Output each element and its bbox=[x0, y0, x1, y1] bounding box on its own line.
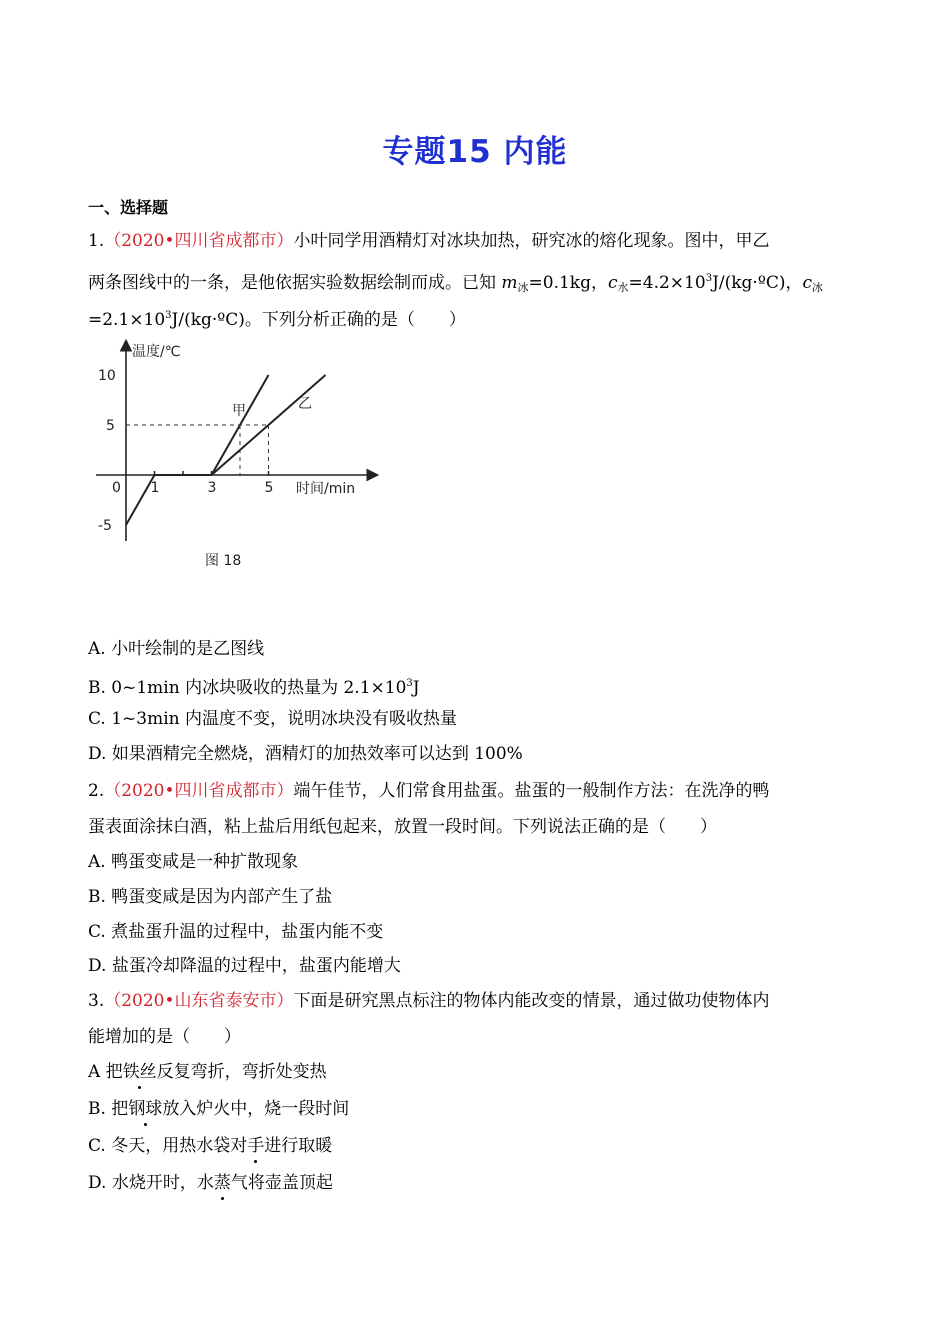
q1-option-b-exp: 3 bbox=[406, 678, 413, 689]
label-yi: 乙 bbox=[298, 396, 312, 412]
figure-18 bbox=[88, 336, 388, 576]
q3-option-a-dotted: 铁丝 bbox=[122, 1062, 157, 1082]
x-tick-label-1: 1 bbox=[150, 480, 160, 496]
ice-heating-segment-0 bbox=[126, 475, 155, 525]
q2-option-a[interactable]: A. 鸭蛋变咸是一种扩散现象 bbox=[88, 852, 299, 872]
q3-option-c-dotted: 手 bbox=[247, 1136, 265, 1156]
q3-stem-line1 bbox=[88, 990, 770, 1012]
q3-option-b[interactable] bbox=[88, 1098, 349, 1120]
q3-option-c[interactable] bbox=[88, 1135, 332, 1157]
q3-option-b-pre: B. 把 bbox=[88, 1099, 129, 1119]
q1-option-b-text: B. 0~1min 内冰块吸收的热量为 2.1×10 bbox=[88, 678, 407, 698]
q1-m-sub: 冰 bbox=[517, 281, 529, 294]
q3-stem-line2: 能增加的是（ ） bbox=[88, 1027, 241, 1047]
q1-m-symbol: m bbox=[501, 273, 518, 293]
q1-source: （2020•四川省成都市） bbox=[104, 231, 294, 251]
y-tick-label-10: 10 bbox=[98, 368, 116, 384]
q3-option-d-pre: D. 水烧开时， bbox=[88, 1173, 197, 1193]
chart-marks bbox=[126, 375, 326, 525]
q3-option-a-pre: A 把 bbox=[88, 1062, 123, 1082]
q2-option-d[interactable]: D. 盐蛋冷却降温的过程中，盐蛋内能增大 bbox=[88, 956, 401, 976]
q1-option-b[interactable] bbox=[88, 673, 420, 699]
q3-stem-text1: 下面是研究黑点标注的物体内能改变的情景，通过做功使物体内 bbox=[293, 991, 770, 1011]
q3-number: 3. bbox=[88, 991, 105, 1011]
x-tick-label-5: 5 bbox=[264, 480, 274, 496]
q3-option-b-post: 放入炉火中，烧一段时间 bbox=[162, 1099, 350, 1119]
label-jia: 甲 bbox=[232, 403, 246, 419]
q1-option-d[interactable]: D. 如果酒精完全燃烧，酒精灯的加热效率可以达到 100% bbox=[88, 744, 523, 764]
q2-number: 2. bbox=[88, 781, 105, 801]
q1-c-ice-value: =2.1×10 bbox=[88, 310, 166, 330]
y-tick-label--5: -5 bbox=[98, 518, 112, 534]
q3-option-d[interactable] bbox=[88, 1172, 333, 1194]
q1-c-ice-unit: J/(kg·ºC)。下列分析正确的是（ ） bbox=[171, 310, 466, 330]
q1-stem-line2 bbox=[88, 268, 823, 299]
q1-c-symbol-2: c bbox=[802, 273, 812, 293]
q2-option-c[interactable]: C. 煮盐蛋升温的过程中，盐蛋内能不变 bbox=[88, 922, 384, 942]
q1-c-ice-exp: 3 bbox=[165, 310, 172, 321]
q1-stem-text2: 两条图线中的一条，是他依据实验数据绘制而成。已知 bbox=[88, 273, 496, 293]
q1-option-c[interactable]: C. 1~3min 内温度不变，说明冰块没有吸收热量 bbox=[88, 709, 457, 729]
x-tick-label-3: 3 bbox=[207, 480, 217, 496]
q1-c-water-value: =4.2×10 bbox=[628, 273, 706, 293]
q3-option-c-pre: C. 冬天，用热水袋对 bbox=[88, 1136, 248, 1156]
q1-m-value: =0.1kg， bbox=[528, 273, 608, 293]
q2-stem-line2: 蛋表面涂抹白酒，粘上盐后用纸包起来，放置一段时间。下列说法正确的是（ ） bbox=[88, 817, 717, 837]
q1-c-water-sub: 水 bbox=[617, 281, 629, 294]
y-axis-label: 温度/℃ bbox=[132, 344, 181, 360]
q1-c-water-exp: 3 bbox=[705, 273, 713, 284]
q1-option-b-unit: J bbox=[412, 678, 420, 698]
x-tick-label-0: 0 bbox=[112, 480, 121, 496]
q3-option-a[interactable] bbox=[88, 1061, 327, 1083]
q2-option-b[interactable]: B. 鸭蛋变咸是因为内部产生了盐 bbox=[88, 887, 333, 907]
q1-stem-line1 bbox=[88, 230, 770, 252]
q3-option-b-dotted: 钢球 bbox=[128, 1099, 163, 1119]
temperature-time-chart bbox=[88, 336, 388, 576]
q1-number: 1. bbox=[88, 231, 105, 251]
q1-stem-line3 bbox=[88, 305, 466, 331]
x-axis-label: 时间/min bbox=[296, 481, 356, 497]
line-jia-segment-0 bbox=[212, 425, 241, 475]
q1-stem-text1: 小叶同学用酒精灯对冰块加热，研究冰的熔化现象。图中，甲乙 bbox=[293, 231, 770, 251]
line-yi-segment-1 bbox=[269, 375, 326, 425]
q2-stem-text1: 端午佳节，人们常食用盐蛋。盐蛋的一般制作方法：在洗净的鸭 bbox=[293, 781, 770, 801]
y-tick-label-5: 5 bbox=[106, 418, 115, 434]
q3-option-a-post: 反复弯折，弯折处变热 bbox=[156, 1062, 327, 1082]
section-heading: 一、选择题 bbox=[88, 198, 169, 217]
q2-stem-line1 bbox=[88, 780, 770, 802]
q2-source: （2020•四川省成都市） bbox=[104, 781, 294, 801]
q1-c-symbol: c bbox=[608, 273, 618, 293]
page-title: 专题15 内能 bbox=[382, 134, 568, 170]
figure-caption: 图 18 bbox=[205, 553, 242, 569]
q3-source: （2020•山东省泰安市） bbox=[104, 991, 294, 1011]
q3-option-d-dotted: 水蒸气 bbox=[196, 1173, 248, 1193]
q1-option-a[interactable]: A. 小叶绘制的是乙图线 bbox=[88, 639, 265, 659]
q1-c-water-unit: J/(kg·ºC)， bbox=[712, 273, 803, 293]
q3-option-c-post: 进行取暖 bbox=[264, 1136, 333, 1156]
q3-option-d-post: 将壶盖顶起 bbox=[247, 1173, 333, 1193]
q1-c-ice-sub: 冰 bbox=[812, 281, 823, 294]
tick-labels bbox=[98, 368, 273, 534]
